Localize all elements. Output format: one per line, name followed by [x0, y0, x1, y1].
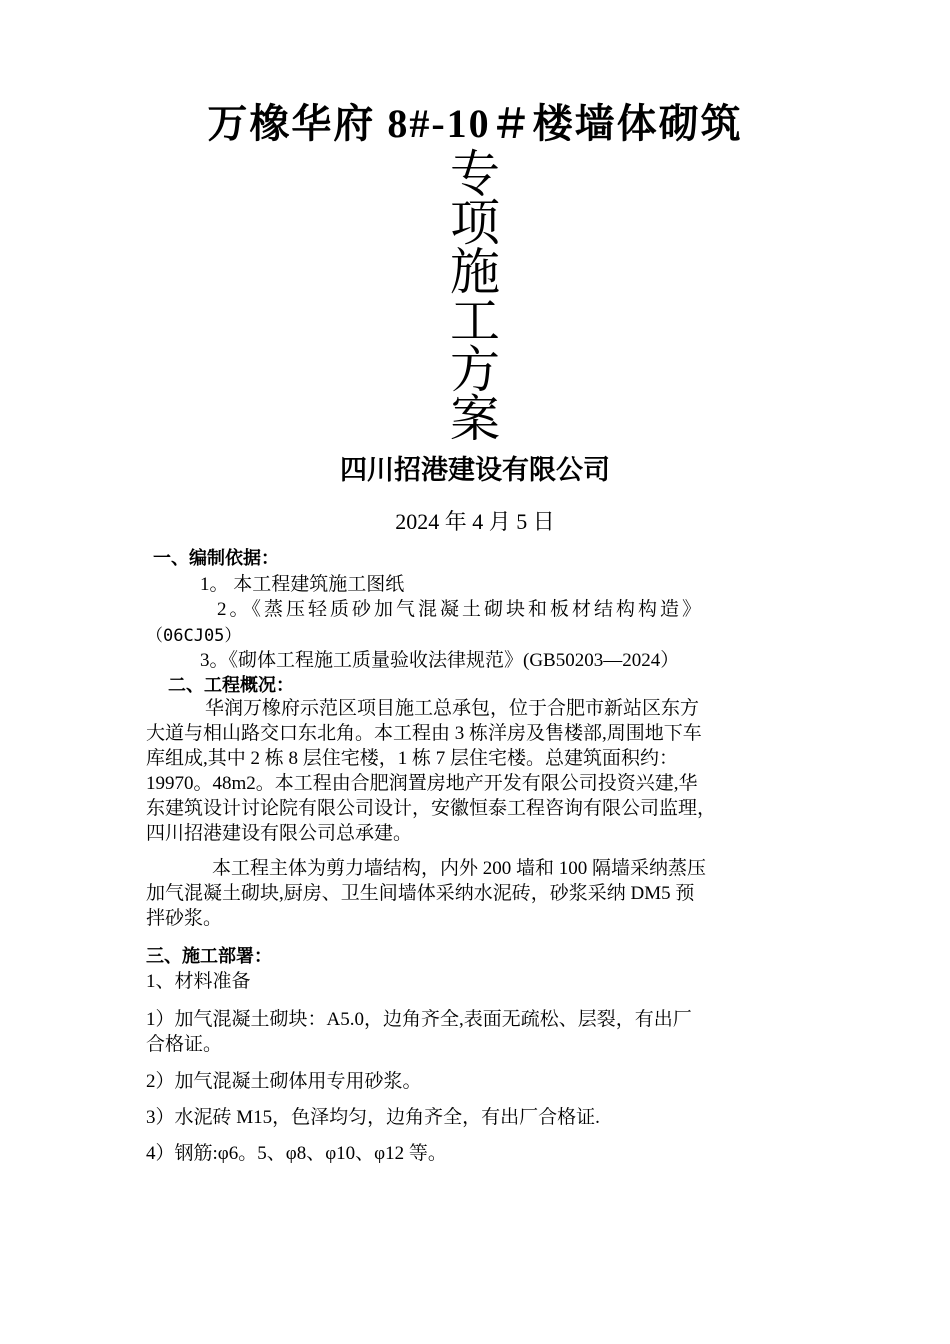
basis-item: 3。《砌体工程施工质量验收法律规范》(GB50203—2024） [200, 650, 680, 671]
basis-item: 2。《蒸压轻质砂加气混凝土砌块和板材结构构造》 [217, 599, 705, 620]
subtitle-char: 方 [450, 341, 500, 399]
subtitle-char: 工 [450, 292, 500, 350]
paragraph-line: 库组成,其中 2 栋 8 层住宅楼，1 栋 7 层住宅楼。总建筑面积约： [146, 748, 679, 769]
paragraph-line: 拌砂浆。 [146, 908, 223, 929]
paragraph-line: 加气混凝土砌块,厨房、卫生间墙体采纳水泥砖，砂浆采纳 DM5 预 [146, 883, 695, 904]
section-heading-overview: 二、工程概况： [168, 675, 294, 696]
list-item: 3）水泥砖 M15，色泽均匀，边角齐全，有出厂合格证. [146, 1107, 600, 1128]
list-item: 4）钢筋:φ6。5、φ8、φ10、φ12 等。 [146, 1143, 447, 1164]
company-name: 四川招港建设有限公司 [340, 455, 610, 486]
paragraph-line: 19970。48m2。本工程由合肥润置房地产开发有限公司投资兴建,华 [146, 773, 698, 794]
subtitle-char: 施 [450, 243, 500, 301]
paragraph-line: 四川招港建设有限公司总承建。 [146, 823, 413, 844]
document-date: 2024 年 4 月 5 日 [395, 509, 555, 534]
subtitle-char: 项 [450, 194, 500, 252]
document-title: 万橡华府 8#-10＃楼墙体砌筑 [207, 101, 743, 146]
subtitle-char: 案 [450, 390, 500, 448]
vertical-subtitle [425, 145, 525, 448]
subtitle-char: 专 [450, 145, 500, 203]
section-heading-deployment: 三、施工部署： [146, 946, 272, 967]
paragraph-line: 华润万橡府示范区项目施工总承包，位于合肥市新站区东方 [205, 698, 700, 719]
paragraph-line: 大道与相山路交口东北角。本工程由 3 栋洋房及售楼部,周围地下车 [146, 723, 702, 744]
list-item: 合格证。 [146, 1034, 223, 1055]
subsection-heading: 1、材料准备 [146, 971, 251, 992]
list-item: 2）加气混凝土砌体用专用砂浆。 [146, 1071, 422, 1092]
list-item: 1）加气混凝土砌块：A5.0，边角齐全,表面无疏松、层裂，有出厂 [146, 1009, 692, 1030]
paragraph-line: 本工程主体为剪力墙结构，内外 200 墙和 100 隔墙采纳蒸压 [212, 858, 707, 879]
basis-item: 1。 本工程建筑施工图纸 [200, 574, 405, 595]
basis-item: （06CJ05） [146, 626, 242, 646]
section-heading-basis: 一、编制依据： [153, 548, 279, 569]
paragraph-line: 东建筑设计讨论院有限公司设计，安徽恒泰工程咨询有限公司监理， [146, 798, 717, 819]
